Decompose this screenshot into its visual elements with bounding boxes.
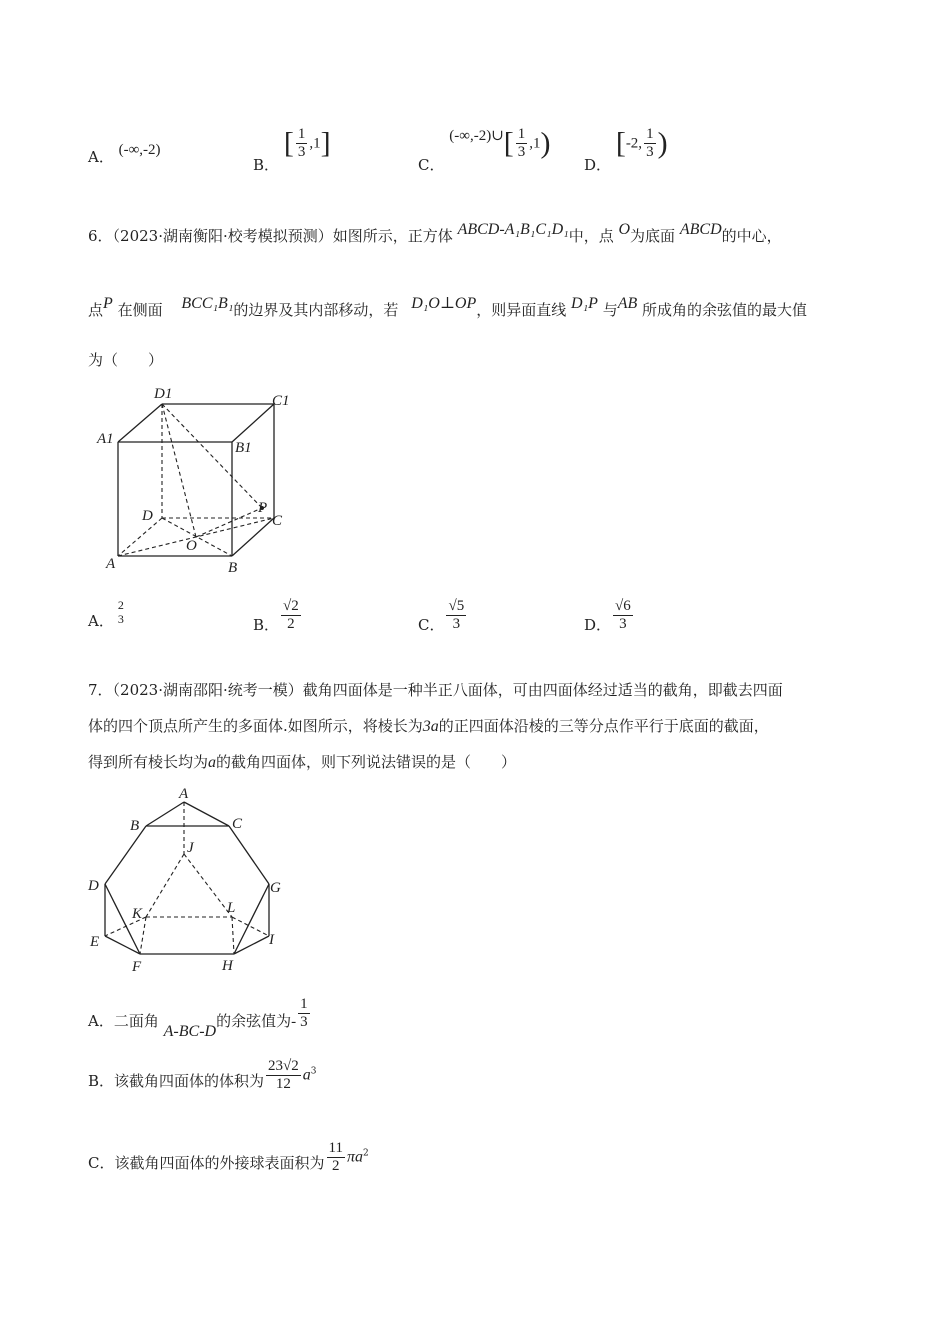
edge-d1a1	[118, 404, 162, 442]
option-expr: (-∞,-2)∪	[449, 127, 504, 144]
fraction	[281, 598, 301, 633]
fraction-numerator: 1	[646, 126, 654, 142]
option-label: D．	[584, 615, 612, 634]
label-h: H	[222, 958, 233, 974]
cube-figure	[97, 382, 300, 576]
q7-stem-line-1	[88, 680, 783, 700]
math-expr: A-BC-D	[163, 1022, 217, 1040]
text: 的余弦值为	[216, 1011, 292, 1030]
exponent: 3	[310, 1066, 317, 1077]
fraction-numerator: 2	[117, 598, 124, 612]
label-a: A	[179, 786, 189, 802]
edge-cg	[229, 826, 269, 884]
q6-option-a[interactable]	[88, 598, 128, 630]
fraction	[296, 126, 308, 161]
question-number: 7．	[88, 681, 113, 699]
fraction-denominator: 2	[287, 616, 295, 632]
text: 与	[602, 301, 618, 319]
fraction-denominator: 12	[275, 1076, 291, 1092]
edge-bd	[105, 826, 146, 884]
math-expr: AB	[617, 295, 638, 312]
text: 为底面	[630, 227, 676, 245]
label-d: D	[142, 508, 153, 524]
text: 二面角	[113, 1011, 159, 1030]
option-expr: ,1	[529, 135, 541, 152]
label-b: B	[228, 560, 238, 576]
text: 该截角四面体的体积为	[114, 1071, 265, 1090]
exponent: 2	[362, 1148, 369, 1159]
q7-stem-line-2	[88, 716, 769, 737]
q6-option-d[interactable]	[584, 598, 635, 633]
bracket-left: [	[503, 126, 514, 160]
bracket-right: ]	[320, 126, 331, 160]
fraction	[613, 598, 633, 633]
edge-kf	[140, 917, 146, 954]
text: 为（ ）	[88, 351, 164, 369]
fraction-denominator: 3	[619, 616, 627, 632]
fraction-numerator: √5	[448, 598, 465, 614]
label-e: E	[90, 934, 100, 950]
bracket-right: )	[657, 126, 668, 160]
bracket-right: )	[540, 126, 551, 160]
fraction-numerator: 23√2	[268, 1058, 299, 1074]
fraction-numerator: 1	[297, 126, 306, 142]
q7-option-b[interactable]	[88, 1058, 317, 1093]
text: 得到所有棱长均为	[88, 753, 209, 771]
text: 如图所示，正方体	[332, 227, 453, 245]
text: ，则异面直线	[476, 301, 567, 319]
seg-op	[196, 508, 262, 537]
q6-option-b[interactable]	[253, 598, 303, 633]
text: 该截角四面体的外接球表面积为	[114, 1153, 325, 1172]
fraction	[446, 598, 466, 633]
fraction-numerator: √6	[615, 598, 631, 614]
math-expr: D₁P	[571, 295, 598, 312]
fraction-denominator: 3	[300, 1014, 308, 1030]
question-number: 6．	[88, 227, 113, 245]
label-i: I	[269, 932, 274, 948]
text: 的中心，	[721, 227, 782, 245]
fraction	[516, 126, 528, 161]
label-a1: A1	[97, 431, 114, 447]
math-expr: a	[208, 754, 217, 771]
q7-option-c[interactable]	[88, 1140, 369, 1175]
option-expr: ,1	[309, 135, 321, 152]
label-j: J	[187, 840, 194, 856]
math-expr: πa	[346, 1148, 363, 1166]
math-expr: 3a	[422, 718, 439, 735]
text: 截角四面体是一种半正八面体，可由四面体经过适当的截角，即截去四面	[302, 681, 783, 699]
option-label: A．	[88, 1011, 114, 1030]
label-g: G	[270, 880, 281, 896]
edge-ef	[105, 936, 140, 954]
fraction	[116, 598, 126, 626]
fraction	[266, 1058, 301, 1093]
label-b1: B1	[235, 440, 252, 456]
q5-option-a[interactable]	[88, 142, 161, 168]
math-expr: O	[618, 221, 631, 238]
label-c: C	[272, 513, 283, 529]
label-k: K	[132, 906, 143, 922]
q7-option-a[interactable]	[88, 996, 312, 1040]
option-label: B．	[253, 615, 280, 634]
fraction-numerator: 1	[300, 996, 308, 1012]
fraction-denominator: 3	[117, 612, 124, 626]
label-b: B	[130, 818, 140, 834]
q6-stem-line-2	[88, 295, 808, 321]
math-expr: a	[302, 1066, 311, 1084]
math-expr: BCC₁B₁	[181, 295, 234, 312]
edge-ac	[184, 802, 229, 826]
edge-bc	[232, 518, 274, 556]
fraction-denominator: 2	[331, 1158, 340, 1174]
truncated-tetrahedron-figure	[84, 784, 294, 976]
text: 的正四面体沿棱的三等分点作平行于底面的截面，	[438, 717, 769, 735]
edge-jl	[184, 854, 232, 917]
edge-lh	[232, 917, 234, 954]
text: 的边界及其内部移动，若	[233, 301, 399, 319]
q5-option-b[interactable]	[253, 126, 331, 174]
fraction-denominator: 3	[297, 144, 306, 160]
q5-option-d[interactable]	[584, 126, 668, 174]
fraction-denominator: 3	[517, 144, 526, 160]
fraction-numerator: 1	[517, 126, 526, 142]
question-source: （2023·湖南邵阳·统考一模）	[112, 681, 303, 699]
label-f: F	[132, 959, 142, 975]
q6-stem-line-1	[88, 221, 782, 247]
q6-stem-line-3	[88, 350, 163, 370]
q7-stem-line-3	[88, 752, 516, 773]
q6-option-c[interactable]	[418, 598, 468, 633]
edge-c1b1	[232, 404, 274, 442]
math-expr: ABCD-A₁B₁C₁D₁	[457, 221, 569, 238]
text: 体的四个顶点所产生的多面体.如图所示，将棱长为	[88, 717, 423, 735]
option-label: D．	[584, 155, 612, 174]
option-label: C．	[418, 155, 445, 174]
fraction-denominator: 3	[452, 616, 461, 632]
fraction	[644, 126, 656, 161]
label-o: O	[186, 538, 197, 554]
label-a: A	[106, 556, 116, 572]
edge-jk	[146, 854, 184, 917]
label-d: D	[88, 878, 99, 894]
fraction-denominator: 3	[646, 144, 654, 160]
text: 的截角四面体，则下列说法错误的是（ ）	[216, 753, 517, 771]
seg-d1p	[162, 404, 262, 508]
option-expr: (-∞,-2)	[118, 142, 161, 158]
option-label: C．	[418, 615, 445, 634]
bracket-left: [	[283, 126, 294, 160]
option-label: C．	[88, 1153, 115, 1172]
edge-ab	[146, 802, 184, 826]
bracket-left: [	[615, 126, 626, 160]
text: 所成角的余弦值的最大值	[642, 301, 808, 319]
option-label: B．	[88, 1071, 115, 1090]
label-d1: D1	[154, 386, 173, 402]
seg-d1o	[162, 404, 196, 537]
question-source: （2023·湖南衡阳·校考模拟预测）	[112, 227, 333, 245]
fraction-numerator: 11	[328, 1140, 343, 1156]
option-expr: -2,	[625, 135, 643, 152]
label-l: L	[227, 900, 236, 916]
label-c1: C1	[272, 393, 290, 409]
text: 在侧面	[117, 301, 163, 319]
option-label: A．	[88, 612, 114, 630]
fraction	[298, 996, 310, 1031]
option-label: B．	[253, 155, 280, 174]
math-expr: ABCD	[679, 221, 722, 238]
text: 点	[88, 301, 104, 319]
edge-gh	[234, 884, 269, 954]
edge-ih	[234, 936, 269, 954]
math-expr: D₁O⊥OP	[411, 295, 477, 312]
math-sign: -	[291, 1013, 297, 1030]
option-label: A．	[88, 148, 114, 166]
fraction	[327, 1140, 345, 1175]
label-p: P	[258, 500, 268, 516]
text: 中，点	[568, 227, 614, 245]
math-expr: P	[103, 295, 113, 312]
label-c: C	[232, 816, 243, 832]
q5-option-c[interactable]	[418, 126, 551, 174]
fraction-numerator: √2	[283, 598, 299, 614]
